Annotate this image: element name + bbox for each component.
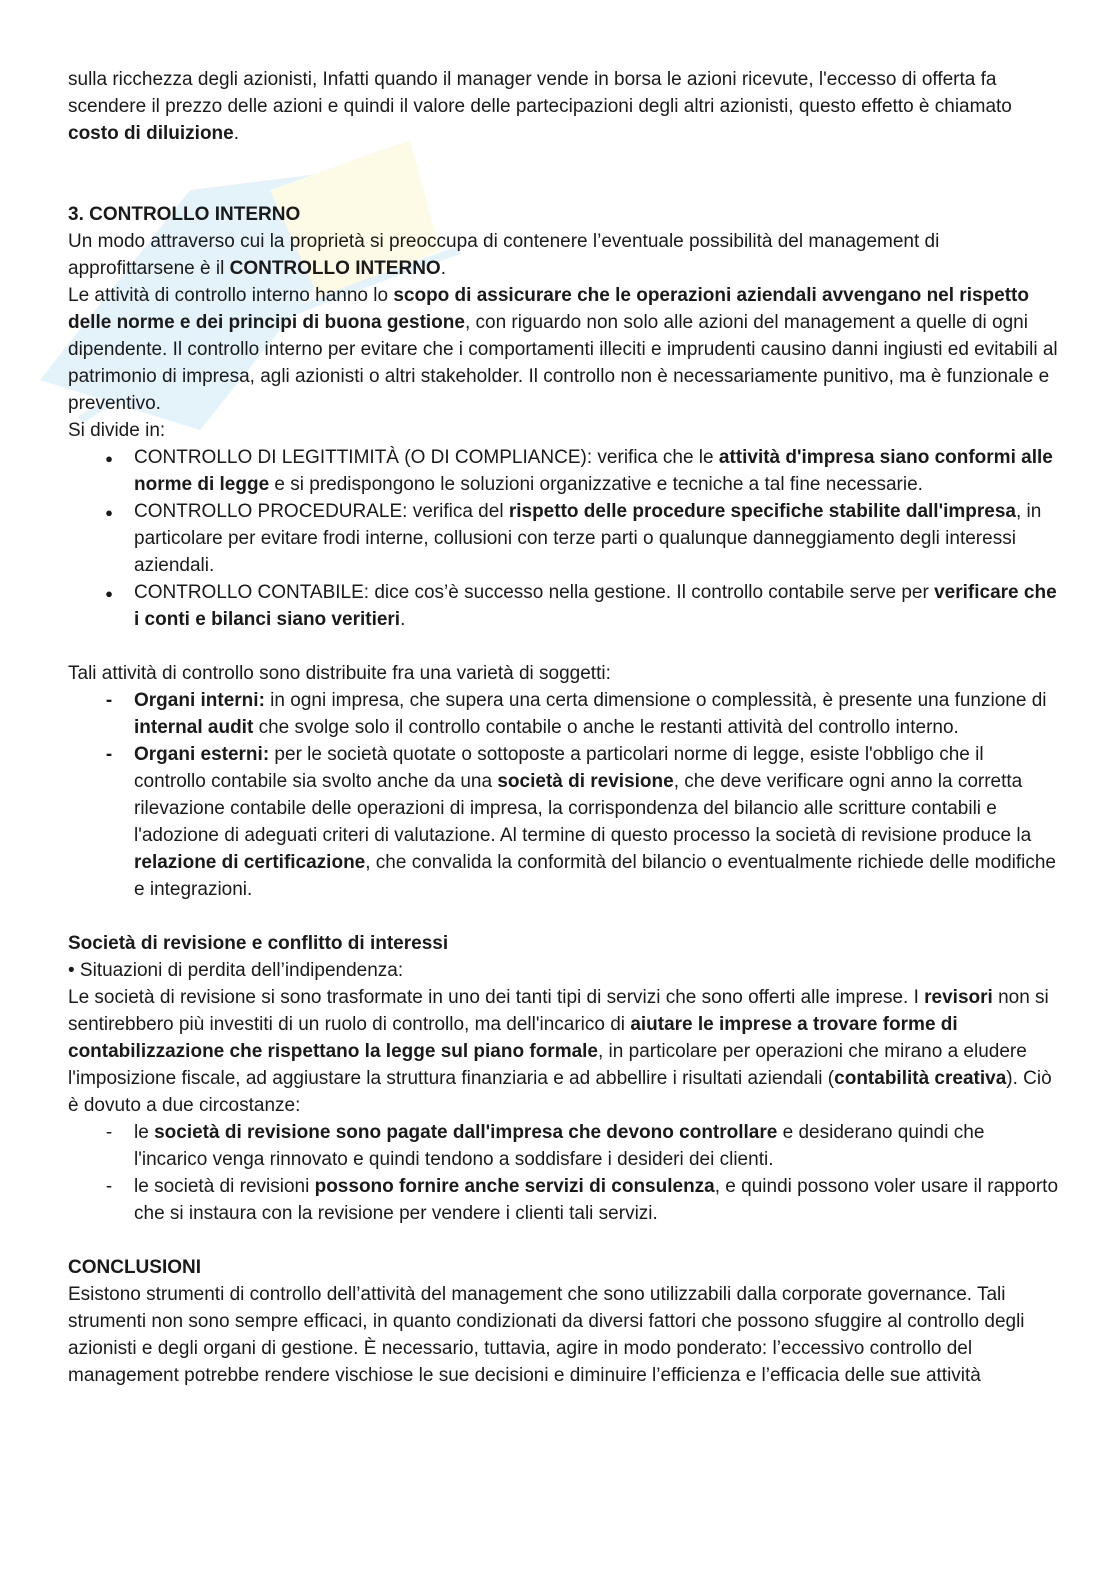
divide-label: Si divide in:: [68, 420, 166, 441]
controllo-interno-paragraph-2: Le attività di controllo interno hanno lo scopo di assicurare che le operazioni aziendali avvengano nel rispetto delle norme e dei principi di buona gestione, con riguardo non solo alle azioni del management a quelle di ogni dipendente. Il controllo interno per evitare che i comportamenti illeciti e imprudenti causino danni ingiusti ed evitabili al patrimonio di impresa, agli azionisti o altri stakeholder. Il controllo non è necessariamente punitivo, ma è funzionale e preventivo.: [68, 285, 1058, 414]
revisione-paragraph: Le società di revisione si sono trasformate in uno dei tanti tipi di servizi che sono offerti alle imprese. I revisori non si sentirebbero più investiti di un ruolo di controllo, ma dell'incarico di aiutare le imprese a trovare forme di contabilizzazione che rispettano la legge sul piano formale, in particolare per operazioni che mirano a eludere l'imposizione fiscale, ad aggiustare la struttura finanziaria e ad abbellire i risultati aziendali (contabilità creativa). Ciò è dovuto a due circostanze:: [68, 987, 1052, 1116]
organs-list: [68, 687, 1058, 903]
dash-icon: [99, 1119, 119, 1146]
circumstances-list: [68, 1119, 1058, 1227]
list-item: ● CONTROLLO CONTABILE: dice cos’è successo nella gestione. Il controllo contabile serve per verificare che i conti e bilanci siano veritieri.: [68, 579, 1058, 633]
section-heading-conclusioni: CONCLUSIONI: [68, 1257, 201, 1278]
bullet-icon: [99, 579, 119, 607]
intro-paragraph: sulla ricchezza degli azionisti, Infatti quando il manager vende in borsa le azioni ricevute, l'eccesso di offerta fa scendere il prezzo delle azioni e quindi il valore delle partecipazioni degli altri azionisti, questo effetto è chiamato costo di diluizione.: [68, 69, 1012, 144]
controllo-interno-paragraph-1: Un modo attraverso cui la proprietà si preoccupa di contenere l’eventuale possibilità del management di approfittarsene è il CONTROLLO INTERNO.: [68, 231, 940, 279]
list-item: - Organi esterni: per le società quotate o sottoposte a particolari norme di legge, esiste l'obbligo che il controllo contabile sia svolto anche da una società di revisione, che deve verificare ogni anno la corretta rilevazione contabile delle operazioni di impresa, la corrispondenza del bilancio alle scritture contabili e l'adozione di adeguati criteri di valutazione. Al termine di questo processo la società di revisione produce la relazione di certificazione, che convalida la conformità del bilancio o eventualmente richiede delle modifiche e integrazioni.: [68, 741, 1058, 903]
list-item: ● CONTROLLO PROCEDURALE: verifica del rispetto delle procedure specifiche stabilite dall'impresa, in particolare per evitare frodi interne, collusioni con terze parti o qualunque danneggiamento degli interessi aziendali.: [68, 498, 1058, 579]
distribution-paragraph: Tali attività di controllo sono distribuite fra una varietà di soggetti:: [68, 663, 611, 684]
bullet-icon: [99, 498, 119, 526]
list-item: - le società di revisioni possono fornire anche servizi di consulenza, e quindi possono voler usare il rapporto che si instaura con la revisione per vendere i clienti tali servizi.: [68, 1173, 1058, 1227]
bullet-icon: [99, 444, 119, 472]
conclusioni-paragraph: Esistono strumenti di controllo dell’attività del management che sono utilizzabili dalla corporate governance. Tali strumenti non sono sempre efficaci, in quanto condizionati da diversi fattori che possono sfuggire al controllo degli azionisti e degli organi di gestione. È necessario, tuttavia, agire in modo ponderato: l’eccessivo controllo del management potrebbe rendere vischiose le sue decisioni e diminuire l’efficienza e l’efficacia delle sue attività: [68, 1284, 1025, 1386]
dash-icon: [99, 687, 119, 714]
revisione-bullet-line: • Situazioni di perdita dell’indipendenza:: [68, 960, 404, 981]
list-item: - Organi interni: in ogni impresa, che supera una certa dimensione o complessità, è presente una funzione di internal audit che svolge solo il controllo contabile o anche le restanti attività del controllo interno.: [68, 687, 1058, 741]
section-heading-controllo-interno: 3. CONTROLLO INTERNO: [68, 204, 301, 225]
section-heading-revisione: Società di revisione e conflitto di interessi: [68, 933, 449, 954]
document-page: [68, 66, 1058, 1389]
dash-icon: [99, 741, 119, 768]
dash-icon: [99, 1173, 119, 1200]
list-item: - le società di revisione sono pagate dall'impresa che devono controllare e desiderano quindi che l'incarico venga rinnovato e quindi tendono a soddisfare i desideri dei clienti.: [68, 1119, 1058, 1173]
control-types-list: [68, 444, 1058, 633]
list-item: ● CONTROLLO DI LEGITTIMITÀ (O DI COMPLIANCE): verifica che le attività d'impresa siano conformi alle norme di legge e si predispongono le soluzioni organizzative e tecniche a tal fine necessarie.: [68, 444, 1058, 498]
